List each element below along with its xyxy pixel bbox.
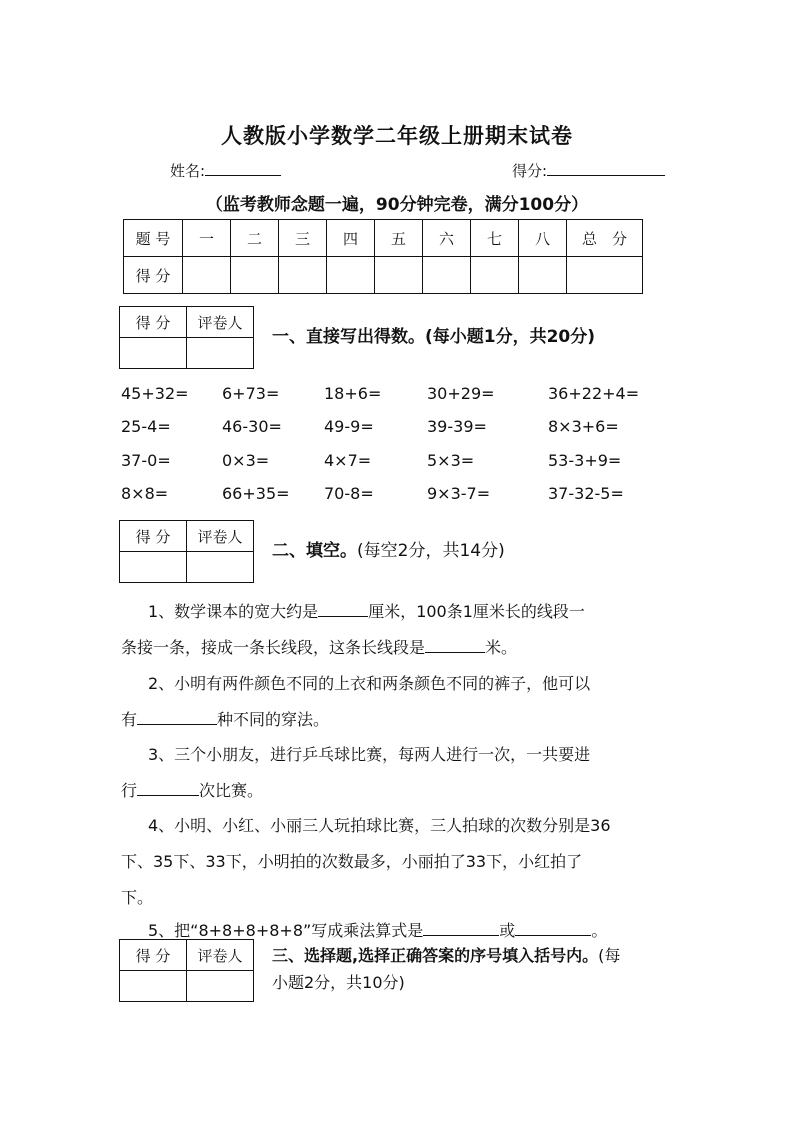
q5-text-c: 。: [591, 921, 608, 940]
table-cell: 七: [471, 220, 519, 257]
score-cell[interactable]: [423, 257, 471, 294]
table-cell: 五: [375, 220, 423, 257]
q3-text-c: 次比赛。: [199, 781, 264, 800]
section3-title: 三、选择题,选择正确答案的序号填入括号内。: [272, 946, 599, 965]
grader-score-label: 得 分: [120, 940, 187, 971]
arith-item: 37-0=: [121, 451, 171, 470]
arith-item: 46-30=: [222, 417, 282, 436]
arith-item: 4×7=: [324, 451, 372, 470]
answer-blank[interactable]: [423, 919, 499, 936]
q1-text-c: 条接一条，接成一条长线段，这条长线段是: [121, 638, 426, 657]
grader-score-cell[interactable]: [120, 552, 187, 583]
answer-blank[interactable]: [137, 708, 217, 725]
table-cell: 总 分: [567, 220, 643, 257]
grader-name-cell[interactable]: [187, 552, 254, 583]
score-cell[interactable]: [567, 257, 643, 294]
grader-box: [119, 939, 254, 1002]
arith-item: 66+35=: [222, 484, 290, 503]
grader-score-label: 得 分: [120, 521, 187, 552]
table-cell: 题 号: [124, 220, 183, 257]
q1-text-b: 厘米，100条1厘米长的线段一: [368, 602, 585, 621]
arith-item: 37-32-5=: [548, 484, 624, 503]
score-cell[interactable]: [231, 257, 279, 294]
arith-item: 9×3-7=: [427, 484, 491, 503]
grader-label: 评卷人: [187, 940, 254, 971]
section1-note: (每小题1分，共20分): [425, 327, 596, 347]
table-cell: 一: [183, 220, 231, 257]
table-cell: 二: [231, 220, 279, 257]
q3-text-a: 3、三个小朋友，进行乒乓球比赛，每两人进行一次，一共要进: [148, 745, 591, 764]
section2-heading: [272, 536, 505, 561]
arith-item: 45+32=: [121, 384, 189, 403]
q2-text-c: 种不同的穿法。: [217, 710, 330, 729]
score-cell[interactable]: [327, 257, 375, 294]
score-cell[interactable]: [279, 257, 327, 294]
grader-name-cell[interactable]: [187, 338, 254, 369]
question-2: [121, 666, 657, 738]
question-1: [121, 594, 657, 666]
score-table-score-row: [124, 257, 643, 294]
score-cell[interactable]: [375, 257, 423, 294]
section2-title: 二、填空。: [272, 541, 357, 561]
question-4: [121, 808, 657, 916]
score-cell[interactable]: [471, 257, 519, 294]
exam-note: （监考教师念题一遍，90分钟完卷，满分100分）: [205, 195, 589, 215]
section1-heading: [272, 322, 595, 347]
section3-heading: [272, 942, 682, 996]
table-cell: 得 分: [124, 257, 183, 294]
q4-text-c: 下。: [121, 888, 154, 907]
score-cell[interactable]: [183, 257, 231, 294]
score-table: [123, 219, 643, 294]
grader-box: [119, 306, 254, 369]
arith-item: 0×3=: [222, 451, 270, 470]
score-label: 得分:: [512, 162, 548, 180]
table-cell: 六: [423, 220, 471, 257]
grader-name-cell[interactable]: [187, 971, 254, 1002]
section3-note-start: (每: [598, 946, 621, 965]
answer-blank[interactable]: [515, 919, 591, 936]
arith-item: 18+6=: [324, 384, 382, 403]
grader-label: 评卷人: [187, 521, 254, 552]
name-label: 姓名:: [170, 162, 206, 180]
arith-item: 5×3=: [427, 451, 475, 470]
answer-blank[interactable]: [137, 779, 199, 796]
arith-item: 36+22+4=: [548, 384, 640, 403]
score-cell[interactable]: [519, 257, 567, 294]
score-table-header-row: [124, 220, 643, 257]
answer-blank[interactable]: [318, 600, 368, 617]
q3-text-b: 行: [121, 781, 138, 800]
arith-item: 30+29=: [427, 384, 495, 403]
arith-item: 39-39=: [427, 417, 487, 436]
q1-text-d: 米。: [485, 638, 518, 657]
q4-text-a: 4、小明、小红、小丽三人玩拍球比赛，三人拍球的次数分别是36: [148, 816, 611, 835]
arith-item: 70-8=: [324, 484, 374, 503]
grader-score-cell[interactable]: [120, 338, 187, 369]
grader-score-label: 得 分: [120, 307, 187, 338]
q1-text-a: 1、数学课本的宽大约是: [148, 602, 319, 621]
arith-item: 49-9=: [324, 417, 374, 436]
score-blank[interactable]: [547, 160, 665, 176]
name-field: [170, 160, 281, 181]
arith-item: 8×3+6=: [548, 417, 619, 436]
grader-score-cell[interactable]: [120, 971, 187, 1002]
grader-label: 评卷人: [187, 307, 254, 338]
arith-item: 8×8=: [121, 484, 169, 503]
arith-item: 6+73=: [222, 384, 280, 403]
arith-item: 25-4=: [121, 417, 171, 436]
q5-text-a: 5、把“8+8+8+8+8”写成乘法算式是: [148, 921, 424, 940]
arith-item: 53-3+9=: [548, 451, 622, 470]
answer-blank[interactable]: [425, 636, 485, 653]
q4-text-b: 下、35下、33下，小明拍的次数最多，小丽拍了33下，小红拍了: [121, 852, 583, 871]
question-3: [121, 737, 657, 809]
name-blank[interactable]: [205, 160, 281, 176]
section1-title: 一、直接写出得数。: [272, 327, 425, 347]
score-field: [512, 160, 665, 181]
q5-text-b: 或: [499, 921, 516, 940]
table-cell: 四: [327, 220, 375, 257]
grader-box: [119, 520, 254, 583]
section2-note: (每空2分，共14分): [357, 541, 505, 561]
q2-text-b: 有: [121, 710, 138, 729]
section3-note-end: 小题2分，共10分): [272, 973, 405, 992]
page-title: 人教版小学数学二年级上册期末试卷: [221, 124, 573, 148]
q2-text-a: 2、小明有两件颜色不同的上衣和两条颜色不同的裤子，他可以: [148, 674, 591, 693]
table-cell: 八: [519, 220, 567, 257]
table-cell: 三: [279, 220, 327, 257]
